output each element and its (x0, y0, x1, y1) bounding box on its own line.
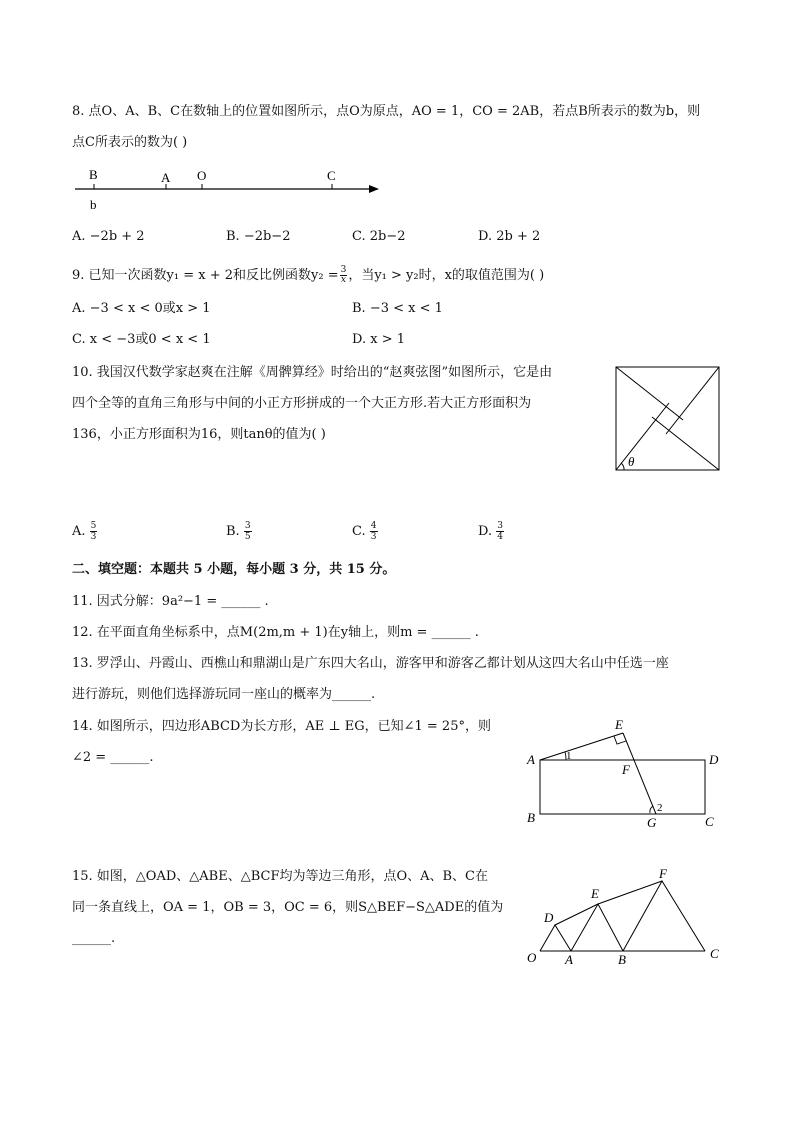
q10-option-a-letter: A. (72, 524, 86, 539)
q11-stem: 11. 因式分解：9a²−1 = ______ . (72, 594, 269, 609)
q9-fraction-den: x (340, 275, 346, 285)
q10-option-c-letter: C. (352, 524, 366, 539)
q9-option-b: B. −3 < x < 1 (352, 301, 443, 316)
label-A: A (565, 952, 573, 967)
label-F: F (622, 762, 630, 777)
q14-stem-line2: ∠2 = ______. (72, 750, 154, 765)
label-A: A (527, 752, 535, 767)
axis-label-B: B (89, 167, 98, 182)
q10-stem-line1: 10. 我国汉代数学家赵爽在注解《周髀算经》时给出的“赵爽弦图”如图所示，它是由 (72, 365, 553, 380)
axis-label-b: b (90, 197, 97, 212)
label-D: D (544, 910, 554, 925)
q9-option-c: C. x < −3或0 < x < 1 (72, 332, 211, 347)
axis-label-A: A (161, 170, 171, 185)
q10-option-d-den: 4 (497, 532, 503, 542)
angle-2-label: 2 (657, 802, 663, 814)
q15-stem-line3: ______. (72, 931, 116, 946)
q10-option-b-letter: B. (226, 524, 240, 539)
q10-option-d-num: 3 (497, 521, 503, 531)
q9-fraction-num: 3 (340, 265, 347, 275)
q15-stem-line1: 15. 如图，△OAD、△ABE、△BCF均为等边三角形，点O、A、B、C在 (72, 869, 489, 884)
q9-option-a: A. −3 < x < 0或x > 1 (72, 301, 211, 316)
label-B: B (618, 952, 626, 967)
label-F: F (659, 866, 667, 881)
section-heading: 二、填空题：本题共 5 小题，每小题 3 分，共 15 分。 (72, 562, 396, 577)
label-B: B (527, 810, 535, 825)
q14-stem-line1: 14. 如图所示，四边形ABCD为长方形，AE ⊥ EG，已知∠1 = 25°，则 (72, 719, 491, 734)
q10-stem-line3: 136，小正方形面积为16，则tanθ的值为( ) (72, 427, 326, 442)
label-D: D (709, 752, 719, 767)
q10-option-b-num: 3 (244, 521, 251, 531)
angle-1-label: 1 (566, 750, 572, 762)
label-O: O (527, 950, 537, 965)
q8-option-a: A. −2b + 2 (72, 229, 145, 244)
q10-option-b-den: 5 (244, 532, 251, 542)
q8-option-d: D. 2b + 2 (478, 229, 541, 244)
q10-option-a-den: 3 (90, 532, 97, 542)
q10-option-a-num: 5 (90, 521, 97, 531)
q8-option-c: C. 2b−2 (352, 229, 406, 244)
q10-stem-line2: 四个全等的直角三角形与中间的小正方形拼成的一个大正方形.若大正方形面积为 (72, 396, 532, 411)
label-G: G (647, 815, 657, 830)
label-C: C (710, 946, 719, 961)
q15-stem-line2: 同一条直线上，OA = 1，OB = 3，OC = 6，则S△BEF−S△ADE的值为 (72, 900, 504, 915)
q8-option-b: B. −2b−2 (226, 229, 291, 244)
axis-label-O: O (197, 168, 207, 183)
q10-option-d-letter: D. (478, 524, 493, 539)
q8-stem-line2: 点C所表示的数为( ) (72, 135, 188, 150)
theta-label: θ (628, 454, 635, 469)
axis-label-C: C (327, 168, 336, 183)
q12-stem: 12. 在平面直角坐标系中，点M(2m,m + 1)在y轴上，则m = ______ . (72, 625, 479, 640)
q10-option-c-num: 4 (370, 521, 377, 531)
q13-stem-line1: 13. 罗浮山、丹霞山、西樵山和鼎湖山是广东四大名山，游客甲和游客乙都计划从这四大名山中任选一座 (72, 656, 669, 671)
label-C: C (705, 814, 714, 829)
label-E: E (615, 717, 623, 732)
q9-option-d: D. x > 1 (352, 332, 405, 347)
q9-stem-part-a: 9. 已知一次函数y₁ = x + 2和反比例函数y₂ = (72, 268, 339, 283)
q10-option-c-den: 3 (370, 532, 377, 542)
label-E: E (591, 886, 599, 901)
q8-stem-line1: 8. 点O、A、B、C在数轴上的位置如图所示，点O为原点，AO = 1，CO = 2AB，若点B所表示的数为b，则 (72, 104, 701, 119)
q13-stem-line2: 进行游玩，则他们选择游玩同一座山的概率为______. (72, 687, 376, 702)
q9-stem-part-b: ，当y₁ > y₂时，x的取值范围为( ) (348, 268, 545, 283)
